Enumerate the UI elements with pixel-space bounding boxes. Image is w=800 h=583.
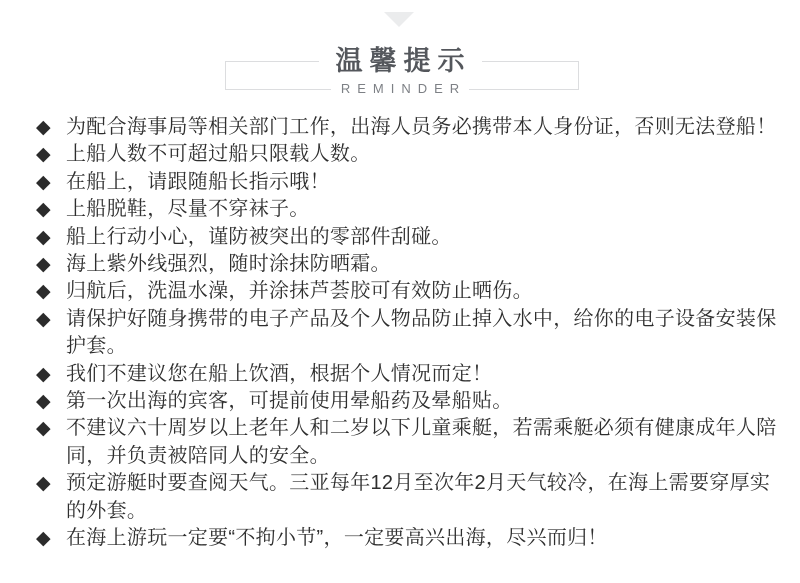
list-item — [36, 415, 784, 470]
diamond-bullet-icon: ◆ — [36, 363, 51, 385]
list-item — [36, 224, 784, 251]
list-item — [36, 470, 784, 525]
diamond-bullet-icon: ◆ — [36, 528, 51, 550]
diamond-bullet-icon: ◆ — [36, 418, 51, 440]
list-item-text: 预定游艇时要查阅天气。三亚每年12月至次年2月天气较冷，在海上需要穿厚实的外套。 — [66, 472, 771, 522]
page-title-row — [0, 45, 800, 82]
diamond-bullet-icon: ◆ — [36, 171, 51, 193]
diamond-bullet-icon: ◆ — [36, 391, 51, 413]
page-subtitle-row — [0, 81, 800, 96]
diamond-bullet-icon: ◆ — [36, 308, 51, 330]
list-item — [36, 196, 784, 223]
list-item-text: 海上紫外线强烈，随时涂抹防晒霜。 — [66, 253, 391, 276]
list-item-text: 我们不建议您在船上饮酒，根据个人情况而定！ — [66, 362, 493, 385]
chevron-down-triangle-icon — [384, 12, 414, 27]
list-item — [36, 525, 784, 552]
list-item — [36, 278, 784, 305]
list-item-text: 请保护好随身携带的电子产品及个人物品防止掉入水中，给你的电子设备安装保护套。 — [66, 307, 777, 358]
list-item-text: 归航后，洗温水澡，并涂抹芦荟胶可有效防止晒伤。 — [66, 280, 533, 303]
list-item-text: 在海上游玩一定要“不拘小节”，一定要高兴出海，尽兴而归！ — [66, 527, 608, 550]
list-item-text: 上船人数不可超过船只限载人数。 — [66, 143, 371, 166]
page-subtitle: REMINDER — [331, 81, 469, 96]
reminder-list — [36, 114, 784, 553]
list-item-text: 船上行动小心，谨防被突出的零部件刮碰。 — [66, 225, 452, 248]
list-item — [36, 141, 784, 168]
list-item-text: 在船上，请跟随船长指示哦！ — [66, 170, 330, 193]
list-item-text: 不建议六十周岁以上老年人和二岁以下儿童乘艇，若需乘艇必须有健康成年人陪同，并负责被陪同人的安全。 — [66, 417, 777, 467]
list-item — [36, 114, 784, 141]
list-item-text: 为配合海事局等相关部门工作，出海人员务必携带本人身份证，否则无法登船！ — [66, 116, 777, 138]
list-item — [36, 251, 784, 278]
diamond-bullet-icon: ◆ — [36, 144, 51, 166]
diamond-bullet-icon: ◆ — [36, 254, 51, 276]
list-item-text: 第一次出海的宾客，可提前使用晕船药及晕船贴。 — [66, 390, 513, 413]
page-title: 温馨提示 — [319, 45, 482, 77]
list-item — [36, 388, 784, 415]
list-item — [36, 361, 784, 388]
list-item-text: 上船脱鞋，尽量不穿袜子。 — [66, 198, 310, 221]
diamond-bullet-icon: ◆ — [36, 281, 51, 303]
diamond-bullet-icon: ◆ — [36, 117, 51, 138]
diamond-bullet-icon: ◆ — [36, 473, 51, 495]
diamond-bullet-icon: ◆ — [36, 199, 51, 221]
list-item — [36, 169, 784, 196]
list-item — [36, 306, 784, 361]
diamond-bullet-icon: ◆ — [36, 226, 51, 248]
